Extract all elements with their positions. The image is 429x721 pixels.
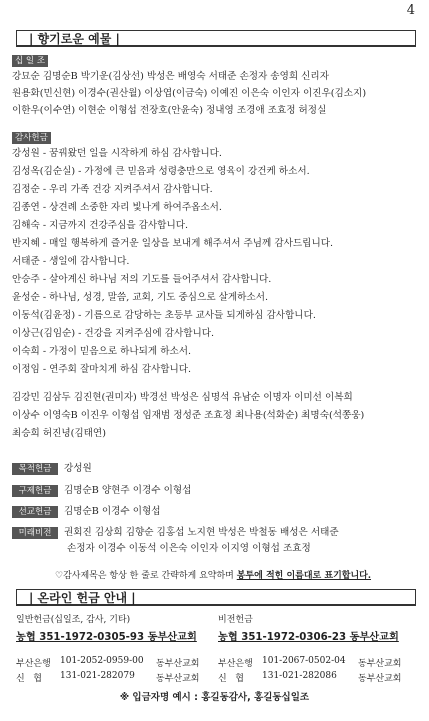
busan-vision-name: 동부산교회 [358, 659, 402, 669]
offering-section-title: | 향기로운 예물 | [16, 30, 416, 47]
thanks-names-2: 이상수 이영숙B 이진우 이형섭 임재범 정성준 조효정 최나용(석화순) 최명숙(석쫑웅) [12, 410, 365, 421]
thanks-line-10: 이동석(김윤정) - 기름으로 감당하는 초등부 교사들 되게하심 감사합니다. [12, 310, 316, 321]
note-prefix: ♡감사제목은 항상 한 줄로 간략하게 요약하며 [55, 571, 237, 581]
future-line-1: 권회진 김상희 김향순 김홍섭 노지현 박성은 박철동 배성은 서태준 [64, 527, 339, 538]
relief-names: 김명순B 양현주 이경수 이형섭 [64, 485, 192, 496]
future-tag: 미래비전 [12, 527, 58, 539]
busan-general-bank: 부산은행 [16, 659, 51, 669]
busan-vision-account: 101-2067-0502-04 [262, 656, 346, 666]
thanks-line-2: 김성옥(김순실) - 가정에 큰 믿음과 성령충만으로 영육이 강건케 하소서. [12, 166, 310, 177]
future-line-2: 손정자 이경수 이동석 이은숙 이인자 이지영 이형섭 조효정 [67, 543, 311, 554]
vision-label: 비전헌금 [218, 615, 253, 625]
building-tag: 목적헌금 [12, 463, 58, 475]
shinhyup-general-name: 동부산교회 [156, 674, 200, 684]
busan-general-account: 101-2052-0959-00 [60, 656, 144, 666]
note [55, 568, 371, 581]
vision-account: 농협 351-1972-0306-23 동부산교회 [218, 632, 399, 643]
relief-tag: 구제헌금 [12, 485, 58, 497]
thanks-line-1: 강성원 - 꿈꿔왔던 일을 시작하게 하심 감사합니다. [12, 148, 222, 159]
thanks-line-11: 이상근(김임순) - 건강을 지켜주심에 감사합니다. [12, 328, 215, 339]
mission-tag: 선교헌금 [12, 506, 58, 518]
page-number: 4 [406, 3, 415, 18]
tithe-line-2: 원용화(민신현) 이경수(권산월) 이상엽(이금숙) 이예진 이은숙 이인자 이진우(김소지) [12, 88, 367, 99]
thanks-names-1: 김강민 김삼두 김진현(권미자) 박경선 박성은 심명석 유남순 이명자 이미선 이복희 [12, 392, 353, 403]
note-emphasis: 봉투에 적힌 이름대로 표기합니다. [236, 571, 371, 581]
thanks-line-6: 반지혜 - 매일 행복하게 즐거운 일상을 보내게 해주셔서 주님께 감사드립니다. [12, 238, 334, 249]
shinhyup-vision-name: 동부산교회 [358, 674, 402, 684]
mission-names: 김명순B 이경수 이형섭 [64, 506, 161, 517]
shinhyup-general-bank: 신 협 [16, 674, 42, 684]
tithe-tag: 십 일 조 [12, 55, 48, 67]
tithe-line-1: 강묘순 김명순B 박기운(김상선) 박성은 배영숙 서태준 손정자 송영희 신리자 [12, 71, 329, 82]
tithe-line-3: 이한우(이수연) 이현순 이형섭 전장호(안윤숙) 정내영 조경애 조효정 허정실 [12, 105, 327, 116]
shinhyup-vision-bank: 신 협 [218, 674, 244, 684]
shinhyup-vision-account: 131-021-282086 [262, 671, 337, 681]
deposit-name-example: ※ 입금자명 예시 : 홍길동감사, 홍길동십일조 [119, 692, 310, 703]
building-names: 강성원 [64, 463, 92, 474]
thanks-line-3: 김정순 - 우리 가족 건강 지켜주셔서 감사합니다. [12, 184, 213, 195]
thanks-line-7: 서태준 - 생일에 감사합니다. [12, 256, 130, 267]
thanks-line-4: 김종연 - 상견례 소중한 자리 빛나게 하여주옵소서. [12, 202, 222, 213]
shinhyup-general-account: 131-021-282079 [60, 671, 135, 681]
general-label: 일반헌금(십일조, 감사, 기타) [16, 615, 131, 625]
thanks-names-3: 최승희 허진녕(김태연) [12, 428, 106, 439]
thanks-line-8: 안승주 - 살아계신 하나님 저의 기도를 들어주셔서 감사합니다. [12, 274, 272, 285]
thanks-line-12: 이숙희 - 가정이 믿음으로 하나되게 하소서. [12, 346, 192, 357]
thanks-tag: 감사헌금 [12, 132, 51, 144]
busan-general-name: 동부산교회 [156, 659, 200, 669]
thanks-line-5: 김해숙 - 지금까지 건강주심을 감사합니다. [12, 220, 189, 231]
thanks-line-13: 이정임 - 연주회 잘마치게 하심 감사합니다. [12, 364, 192, 375]
thanks-line-9: 윤성순 - 하나님, 성경, 말씀, 교회, 기도 중심으로 살게하소서. [12, 292, 269, 303]
busan-vision-bank: 부산은행 [218, 659, 253, 669]
general-account: 농협 351-1972-0305-93 동부산교회 [16, 632, 197, 643]
online-section-title: | 온라인 헌금 안내 | [16, 589, 416, 606]
